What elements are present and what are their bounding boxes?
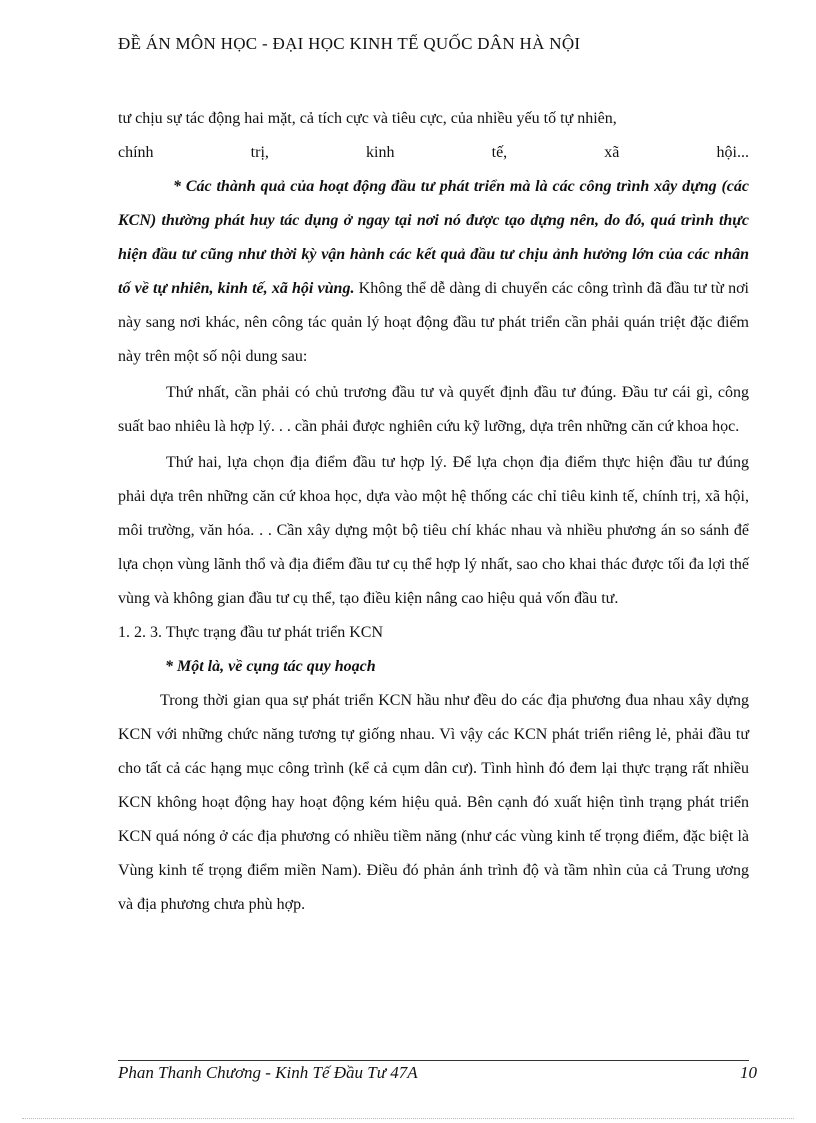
emphasis-text: * Các thành quả của hoạt động đầu tư phát triển mà là các công trình xây dựng (các KCN) thường phát huy tác dụng ở ngay tại nơi nó được tạo dựng nên, do đó, quá trình thực hiện đầu tư cũng như thời kỳ vận hành các kết quả đầu tư chịu ảnh hưởng lớn của các nhân tố về tự nhiên, kinh tế, xã hội vùng. — [118, 178, 749, 297]
page-bottom-dotted-line — [22, 1118, 794, 1119]
paragraph-planning: Trong thời gian qua sự phát triển KCN hầu như đều do các địa phương đua nhau xây dựng KCN với những chức năng tương tự giống nhau. Vì vậy các KCN phát triển riêng lẻ, phải đầu tư cho tất cả các hạng mục công trình (kể cả cụm dân cư). Tình hình đó đem lại thực trạng rất nhiều KCN không hoạt động hay hoạt động kém hiệu quả. Bên cạnh đó xuất hiện tình trạng phát triển KCN quá nóng ở các địa phương có nhiều tiềm năng (như các vùng kinh tế trọng điểm, đặc biệt là Vùng kinh tế trọng điểm miền Nam). Điều đó phản ánh trình độ và tầm nhìn của cả Trung ương và địa phương chưa phù hợp. — [118, 692, 749, 913]
document-body — [118, 102, 749, 922]
page-header: ĐỀ ÁN MÔN HỌC - ĐẠI HỌC KINH TẾ QUỐC DÂN HÀ NỘI — [118, 34, 581, 53]
section-heading: 1. 2. 3. Thực trạng đầu tư phát triển KCN — [118, 624, 383, 641]
page-number: 10 — [740, 1063, 757, 1082]
footer-divider — [118, 1060, 749, 1061]
paragraph-second-point: Thứ hai, lựa chọn địa điểm đầu tư hợp lý. Để lựa chọn địa điểm thực hiện đầu tư đúng phải dựa trên những căn cứ khoa học, dựa vào một hệ thống các chỉ tiêu kinh tế, chính trị, xã hội, môi trường, văn hóa. . . Cần xây dựng một bộ tiêu chí khác nhau và nhiều phương án so sánh để lựa chọn vùng lãnh thổ và địa điểm đầu tư cụ thể hợp lý nhất, sao cho khai thác được tối đa lợi thế vùng và không gian đầu tư cụ thể, tạo điều kiện nâng cao hiệu quả vốn đầu tư. — [118, 454, 749, 607]
subsection-heading: * Một là, về cụng tác quy hoạch — [165, 658, 376, 675]
paragraph-continuation — [118, 102, 749, 136]
paragraph-line-justified: chính trị, kinh tế, xã hội... — [118, 144, 749, 161]
paragraph-first-point: Thứ nhất, cần phải có chủ trương đầu tư và quyết định đầu tư đúng. Đầu tư cái gì, công suất bao nhiêu là hợp lý. . . cần phải được nghiên cứu kỹ lưỡng, dựa trên những căn cứ khoa học. — [118, 384, 749, 435]
paragraph-bold-lead — [118, 170, 749, 374]
paragraph-text: Không thể dễ dàng di chuyển các công trình đã đầu tư từ nơi này sang nơi khác, nên công tác quản lý hoạt động đầu tư phát triển cần phải quán triệt đặc điểm này trên một số nội dung sau: — [118, 280, 749, 365]
footer-author: Phan Thanh Chương - Kinh Tế Đầu Tư 47A — [118, 1063, 418, 1082]
paragraph-line: tư chịu sự tác động hai mặt, cả tích cực và tiêu cực, của nhiều yếu tố tự nhiên, — [118, 110, 617, 127]
